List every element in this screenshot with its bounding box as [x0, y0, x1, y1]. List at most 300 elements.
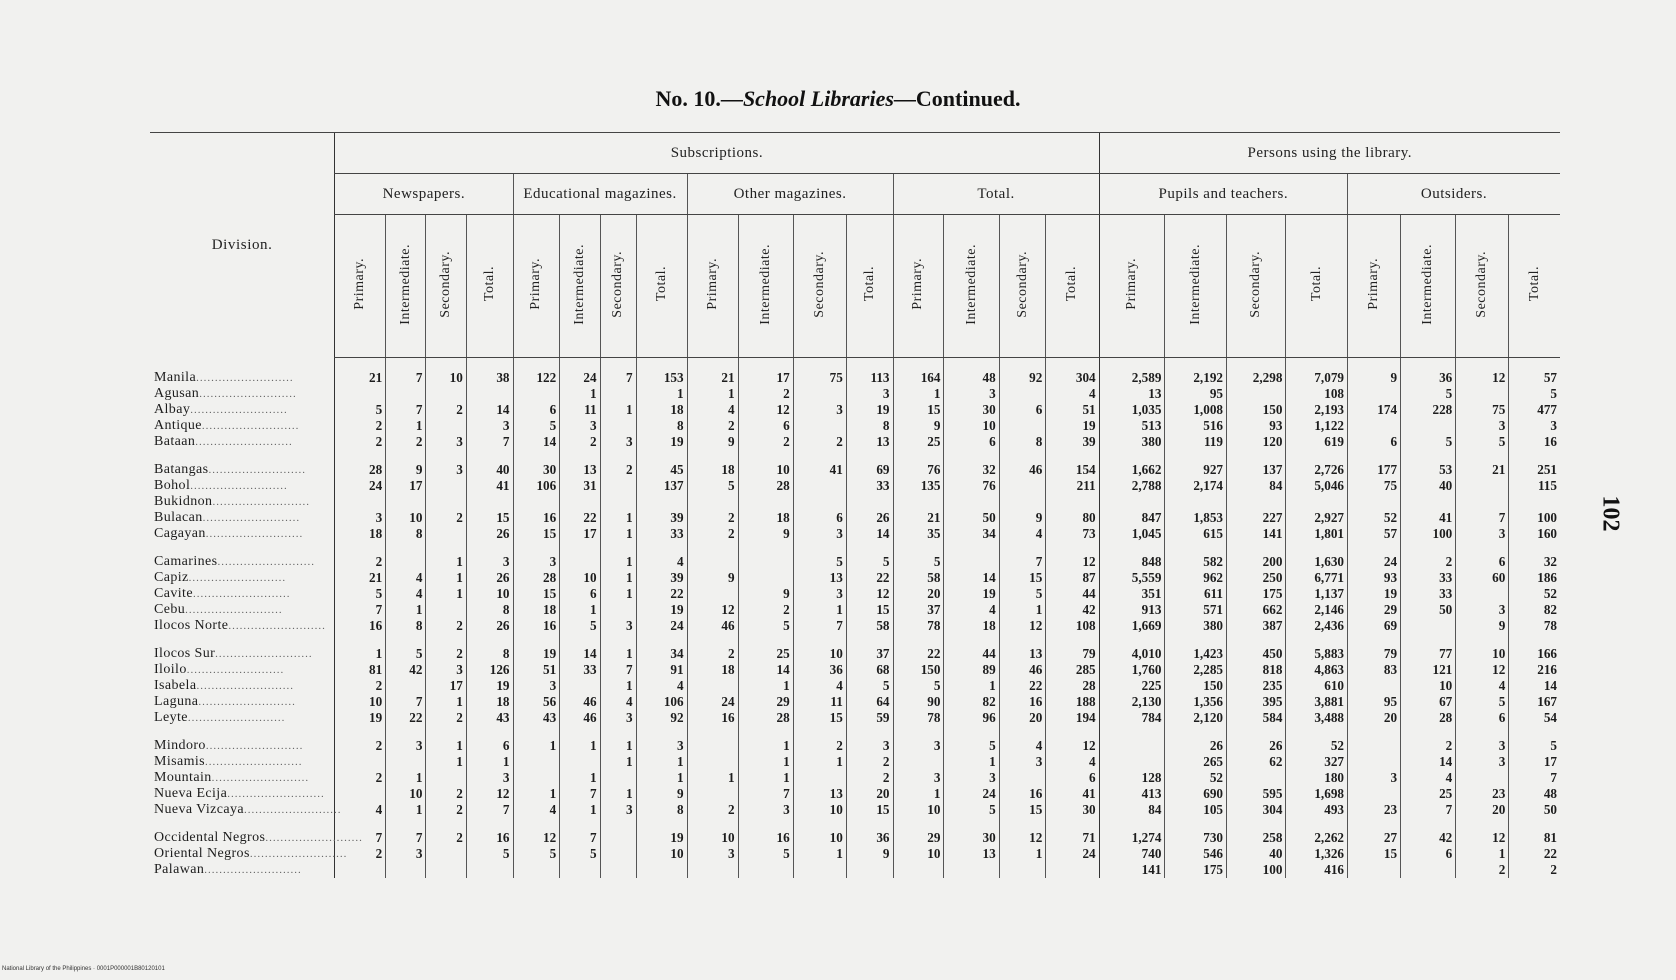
value-cell: 9 [738, 526, 793, 542]
value-cell: 33 [636, 526, 687, 542]
value-cell: 28 [335, 450, 386, 478]
value-cell: 177 [1348, 450, 1401, 478]
value-cell: 413 [1099, 786, 1165, 802]
value-cell: 4,863 [1286, 662, 1348, 678]
value-cell [1046, 494, 1099, 510]
value-cell: 26 [1227, 726, 1286, 754]
value-cell: 5 [944, 726, 999, 754]
value-cell [335, 862, 386, 878]
division-cell: Iloilo.......................... [154, 662, 285, 677]
value-cell: 137 [636, 478, 687, 494]
value-cell: 5 [893, 678, 944, 694]
value-cell: 818 [1227, 662, 1286, 678]
value-cell: 22 [386, 710, 426, 726]
value-cell: 12 [999, 618, 1046, 634]
value-cell: 62 [1227, 754, 1286, 770]
value-cell: 4 [1046, 386, 1099, 402]
value-cell: 7 [560, 818, 600, 846]
value-cell: 13 [793, 570, 846, 586]
value-cell: 2,788 [1099, 478, 1165, 494]
division-cell: Cebu.......................... [154, 602, 283, 617]
value-cell: 43 [466, 710, 513, 726]
value-cell: 24 [687, 694, 738, 710]
value-cell: 150 [1165, 678, 1227, 694]
value-cell: 7 [466, 802, 513, 818]
value-cell: 3 [386, 726, 426, 754]
value-cell: 154 [1046, 450, 1099, 478]
table-row [150, 542, 1560, 570]
value-cell: 1 [893, 786, 944, 802]
value-cell: 15 [793, 710, 846, 726]
value-cell [893, 862, 944, 878]
value-cell: 2 [846, 754, 893, 770]
value-cell: 4 [600, 694, 636, 710]
value-cell: 60 [1456, 570, 1509, 586]
table-row [150, 358, 1560, 387]
value-cell: 12 [999, 818, 1046, 846]
division-header: Division. [150, 133, 335, 358]
value-cell: 6 [1456, 710, 1509, 726]
value-cell: 18 [944, 618, 999, 634]
value-cell: 2 [335, 726, 386, 754]
value-cell: 84 [1227, 478, 1286, 494]
division-cell: Cavite.......................... [154, 586, 291, 601]
value-cell: 141 [1227, 526, 1286, 542]
value-cell: 1 [560, 726, 600, 754]
value-cell: 3 [426, 662, 466, 678]
value-cell: 1,801 [1286, 526, 1348, 542]
value-cell: 5 [1509, 386, 1560, 402]
division-cell: Mindoro.......................... [154, 738, 304, 753]
value-cell: 5 [513, 418, 560, 434]
value-cell: 12 [1046, 542, 1099, 570]
value-cell: 150 [1227, 402, 1286, 418]
division-cell: Camarines.......................... [154, 554, 315, 569]
value-cell: 167 [1509, 694, 1560, 710]
value-cell: 2 [335, 542, 386, 570]
value-cell: 784 [1099, 710, 1165, 726]
value-cell: 14 [738, 662, 793, 678]
table-row [150, 694, 1560, 710]
value-cell [600, 478, 636, 494]
value-cell: 17 [738, 358, 793, 387]
value-cell: 2 [335, 418, 386, 434]
value-cell: 3 [560, 418, 600, 434]
value-cell: 25 [1401, 786, 1456, 802]
value-cell: 33 [1401, 570, 1456, 586]
outsiders-intermediate-header: Intermediate. [1401, 215, 1456, 358]
value-cell: 50 [1401, 602, 1456, 618]
value-cell: 395 [1227, 694, 1286, 710]
value-cell [386, 754, 426, 770]
value-cell: 9 [636, 786, 687, 802]
value-cell: 39 [636, 570, 687, 586]
value-cell: 2 [426, 818, 466, 846]
value-cell: 7 [386, 402, 426, 418]
value-cell [426, 770, 466, 786]
value-cell: 5 [335, 402, 386, 418]
value-cell: 52 [1509, 586, 1560, 602]
value-cell: 3 [426, 434, 466, 450]
value-cell [1401, 862, 1456, 878]
value-cell: 2,130 [1099, 694, 1165, 710]
value-cell: 28 [1046, 678, 1099, 694]
table-row [150, 450, 1560, 478]
value-cell: 19 [466, 678, 513, 694]
value-cell: 1 [426, 694, 466, 710]
value-cell: 12 [1456, 818, 1509, 846]
value-cell: 37 [893, 602, 944, 618]
value-cell: 2 [426, 402, 466, 418]
division-cell: Manila.......................... [154, 369, 294, 385]
value-cell: 5 [560, 618, 600, 634]
value-cell: 216 [1509, 662, 1560, 678]
value-cell [513, 862, 560, 878]
value-cell: 1,630 [1286, 542, 1348, 570]
value-cell: 5 [513, 846, 560, 862]
value-cell: 416 [1286, 862, 1348, 878]
value-cell: 1 [793, 754, 846, 770]
value-cell: 126 [466, 662, 513, 678]
value-cell: 32 [1509, 542, 1560, 570]
value-cell: 53 [1401, 450, 1456, 478]
value-cell: 6 [793, 510, 846, 526]
value-cell: 18 [466, 694, 513, 710]
value-cell: 8 [386, 618, 426, 634]
value-cell: 3 [1348, 770, 1401, 786]
value-cell: 1 [335, 634, 386, 662]
value-cell: 76 [893, 450, 944, 478]
value-cell: 14 [513, 434, 560, 450]
value-cell: 251 [1509, 450, 1560, 478]
value-cell [335, 494, 386, 510]
value-cell: 28 [738, 710, 793, 726]
value-cell [1227, 386, 1286, 402]
value-cell: 19 [1046, 418, 1099, 434]
value-cell: 108 [1286, 386, 1348, 402]
value-cell: 2 [426, 634, 466, 662]
value-cell [1456, 478, 1509, 494]
value-cell: 1 [893, 386, 944, 402]
value-cell: 1 [600, 526, 636, 542]
value-cell: 13 [793, 786, 846, 802]
value-cell: 12 [687, 602, 738, 618]
value-cell [636, 494, 687, 510]
value-cell: 14 [466, 402, 513, 418]
value-cell: 17 [1509, 754, 1560, 770]
value-cell: 59 [846, 710, 893, 726]
value-cell: 1 [560, 386, 600, 402]
value-cell: 29 [738, 694, 793, 710]
value-cell [1227, 770, 1286, 786]
value-cell: 3 [386, 846, 426, 862]
value-cell [1046, 862, 1099, 878]
value-cell: 2 [426, 510, 466, 526]
value-cell: 18 [687, 662, 738, 678]
value-cell: 16 [466, 818, 513, 846]
value-cell: 6 [1456, 542, 1509, 570]
value-cell: 64 [846, 694, 893, 710]
value-cell: 13 [944, 846, 999, 862]
value-cell: 95 [1348, 694, 1401, 710]
division-cell: Batangas.......................... [154, 462, 307, 477]
value-cell: 662 [1227, 602, 1286, 618]
value-cell: 5 [466, 846, 513, 862]
value-cell: 10 [1456, 634, 1509, 662]
subtotal-total-header: Total. [1046, 215, 1099, 358]
table-row [150, 818, 1560, 846]
division-cell: Ilocos Sur.......................... [154, 646, 313, 661]
value-cell: 174 [1348, 402, 1401, 418]
value-cell: 15 [893, 402, 944, 418]
value-cell: 21 [335, 570, 386, 586]
value-cell: 33 [846, 478, 893, 494]
value-cell: 5 [999, 586, 1046, 602]
value-cell: 10 [426, 358, 466, 387]
value-cell: 15 [999, 802, 1046, 818]
value-cell: 37 [846, 634, 893, 662]
value-cell: 3 [466, 770, 513, 786]
value-cell: 44 [944, 634, 999, 662]
value-cell: 1,274 [1099, 818, 1165, 846]
value-cell: 43 [513, 710, 560, 726]
newspapers-header: Newspapers. [335, 174, 513, 215]
value-cell [738, 570, 793, 586]
value-cell: 188 [1046, 694, 1099, 710]
value-cell: 38 [466, 358, 513, 387]
value-cell: 2 [738, 386, 793, 402]
title-italic: School Libraries [742, 86, 894, 111]
value-cell: 1,137 [1286, 586, 1348, 602]
value-cell: 1 [600, 754, 636, 770]
outsiders-total-header: Total. [1509, 215, 1560, 358]
value-cell: 2 [1401, 726, 1456, 754]
value-cell: 740 [1099, 846, 1165, 862]
value-cell: 387 [1227, 618, 1286, 634]
value-cell [560, 754, 600, 770]
value-cell: 44 [1046, 586, 1099, 602]
value-cell: 19 [636, 434, 687, 450]
value-cell [687, 754, 738, 770]
value-cell: 166 [1509, 634, 1560, 662]
value-cell: 5 [1456, 434, 1509, 450]
table-row [150, 678, 1560, 694]
value-cell [1348, 754, 1401, 770]
value-cell: 10 [466, 586, 513, 602]
value-cell: 78 [893, 618, 944, 634]
value-cell: 51 [1046, 402, 1099, 418]
division-cell: Laguna.......................... [154, 694, 296, 709]
value-cell: 10 [893, 846, 944, 862]
value-cell: 15 [999, 570, 1046, 586]
value-cell: 91 [636, 662, 687, 678]
value-cell: 1,698 [1286, 786, 1348, 802]
value-cell [793, 770, 846, 786]
table-row [150, 602, 1560, 618]
value-cell [793, 494, 846, 510]
value-cell: 1 [600, 586, 636, 602]
value-cell: 141 [1099, 862, 1165, 878]
value-cell: 5 [1509, 726, 1560, 754]
value-cell: 4 [999, 526, 1046, 542]
value-cell [513, 386, 560, 402]
value-cell: 81 [335, 662, 386, 678]
value-cell [386, 494, 426, 510]
value-cell [513, 754, 560, 770]
value-cell: 12 [846, 586, 893, 602]
value-cell: 227 [1227, 510, 1286, 526]
value-cell: 8 [999, 434, 1046, 450]
subtotal-intermediate-header: Intermediate. [944, 215, 999, 358]
value-cell: 2,436 [1286, 618, 1348, 634]
value-cell: 1 [426, 726, 466, 754]
value-cell: 34 [944, 526, 999, 542]
value-cell: 18 [687, 450, 738, 478]
value-cell: 41 [1401, 510, 1456, 526]
value-cell [513, 494, 560, 510]
value-cell: 9 [687, 570, 738, 586]
value-cell: 24 [560, 358, 600, 387]
value-cell: 2,146 [1286, 602, 1348, 618]
value-cell: 75 [1348, 478, 1401, 494]
value-cell: 30 [944, 402, 999, 418]
value-cell: 493 [1286, 802, 1348, 818]
value-cell: 584 [1227, 710, 1286, 726]
value-cell: 24 [1046, 846, 1099, 862]
value-cell: 3 [893, 726, 944, 754]
value-cell: 3,881 [1286, 694, 1348, 710]
value-cell: 186 [1509, 570, 1560, 586]
value-cell: 3 [600, 802, 636, 818]
pupils-intermediate-header: Intermediate. [1165, 215, 1227, 358]
value-cell: 120 [1227, 434, 1286, 450]
value-cell: 17 [386, 478, 426, 494]
value-cell: 10 [636, 846, 687, 862]
value-cell [386, 542, 426, 570]
value-cell: 13 [999, 634, 1046, 662]
value-cell: 619 [1286, 434, 1348, 450]
value-cell: 28 [1401, 710, 1456, 726]
value-cell [893, 494, 944, 510]
value-cell [600, 494, 636, 510]
newspapers-total-header: Total. [466, 215, 513, 358]
value-cell [1227, 494, 1286, 510]
educational-magazines-header: Educational magazines. [513, 174, 687, 215]
value-cell: 56 [513, 694, 560, 710]
value-cell: 115 [1509, 478, 1560, 494]
value-cell: 5 [944, 802, 999, 818]
value-cell: 2 [335, 770, 386, 786]
value-cell: 19 [636, 602, 687, 618]
value-cell: 77 [1401, 634, 1456, 662]
value-cell: 24 [335, 478, 386, 494]
value-cell [1099, 754, 1165, 770]
value-cell: 26 [466, 618, 513, 634]
value-cell [1456, 770, 1509, 786]
value-cell: 26 [846, 510, 893, 526]
value-cell: 3 [1509, 418, 1560, 434]
value-cell: 18 [335, 526, 386, 542]
value-cell: 19 [335, 710, 386, 726]
value-cell: 228 [1401, 402, 1456, 418]
value-cell [999, 478, 1046, 494]
value-cell: 27 [1348, 818, 1401, 846]
value-cell: 2 [1456, 862, 1509, 878]
value-cell: 119 [1165, 434, 1227, 450]
value-cell: 1 [386, 602, 426, 618]
value-cell [426, 494, 466, 510]
educational-total-header: Total. [636, 215, 687, 358]
value-cell: 24 [944, 786, 999, 802]
value-cell: 9 [846, 846, 893, 862]
value-cell [600, 818, 636, 846]
value-cell: 4 [1401, 770, 1456, 786]
value-cell: 28 [738, 478, 793, 494]
value-cell: 21 [335, 358, 386, 387]
value-cell: 18 [513, 602, 560, 618]
value-cell: 5 [846, 678, 893, 694]
division-cell: Misamis.......................... [154, 754, 303, 769]
value-cell [560, 678, 600, 694]
division-cell: Bukidnon.......................... [154, 494, 310, 509]
value-cell: 3 [426, 450, 466, 478]
value-cell [738, 542, 793, 570]
value-cell: 3 [793, 586, 846, 602]
value-cell: 1,035 [1099, 402, 1165, 418]
value-cell: 962 [1165, 570, 1227, 586]
value-cell: 175 [1165, 862, 1227, 878]
value-cell: 595 [1227, 786, 1286, 802]
value-cell: 194 [1046, 710, 1099, 726]
value-cell [1348, 678, 1401, 694]
value-cell: 200 [1227, 542, 1286, 570]
value-cell: 1 [944, 678, 999, 694]
division-cell: Leyte.......................... [154, 710, 286, 725]
outsiders-secondary-header: Secondary. [1456, 215, 1509, 358]
value-cell: 52 [1165, 770, 1227, 786]
value-cell: 15 [1348, 846, 1401, 862]
value-cell [944, 494, 999, 510]
value-cell: 3 [687, 846, 738, 862]
value-cell: 546 [1165, 846, 1227, 862]
newspapers-secondary-header: Secondary. [426, 215, 466, 358]
value-cell: 25 [738, 634, 793, 662]
table-row [150, 586, 1560, 602]
value-cell: 100 [1227, 862, 1286, 878]
value-cell: 6 [1046, 770, 1099, 786]
value-cell: 2 [386, 434, 426, 450]
value-cell [466, 386, 513, 402]
value-cell: 57 [1509, 358, 1560, 387]
value-cell: 67 [1401, 694, 1456, 710]
value-cell: 9 [1348, 358, 1401, 387]
value-cell [335, 386, 386, 402]
value-cell: 9 [999, 510, 1046, 526]
value-cell: 4 [944, 602, 999, 618]
value-cell [893, 754, 944, 770]
value-cell: 8 [636, 802, 687, 818]
value-cell [386, 862, 426, 878]
value-cell: 69 [1348, 618, 1401, 634]
table-row [150, 770, 1560, 786]
value-cell: 19 [513, 634, 560, 662]
value-cell: 12 [1046, 726, 1099, 754]
value-cell: 11 [793, 694, 846, 710]
value-cell: 5 [893, 542, 944, 570]
value-cell [999, 770, 1046, 786]
value-cell: 6 [560, 586, 600, 602]
value-cell [944, 862, 999, 878]
